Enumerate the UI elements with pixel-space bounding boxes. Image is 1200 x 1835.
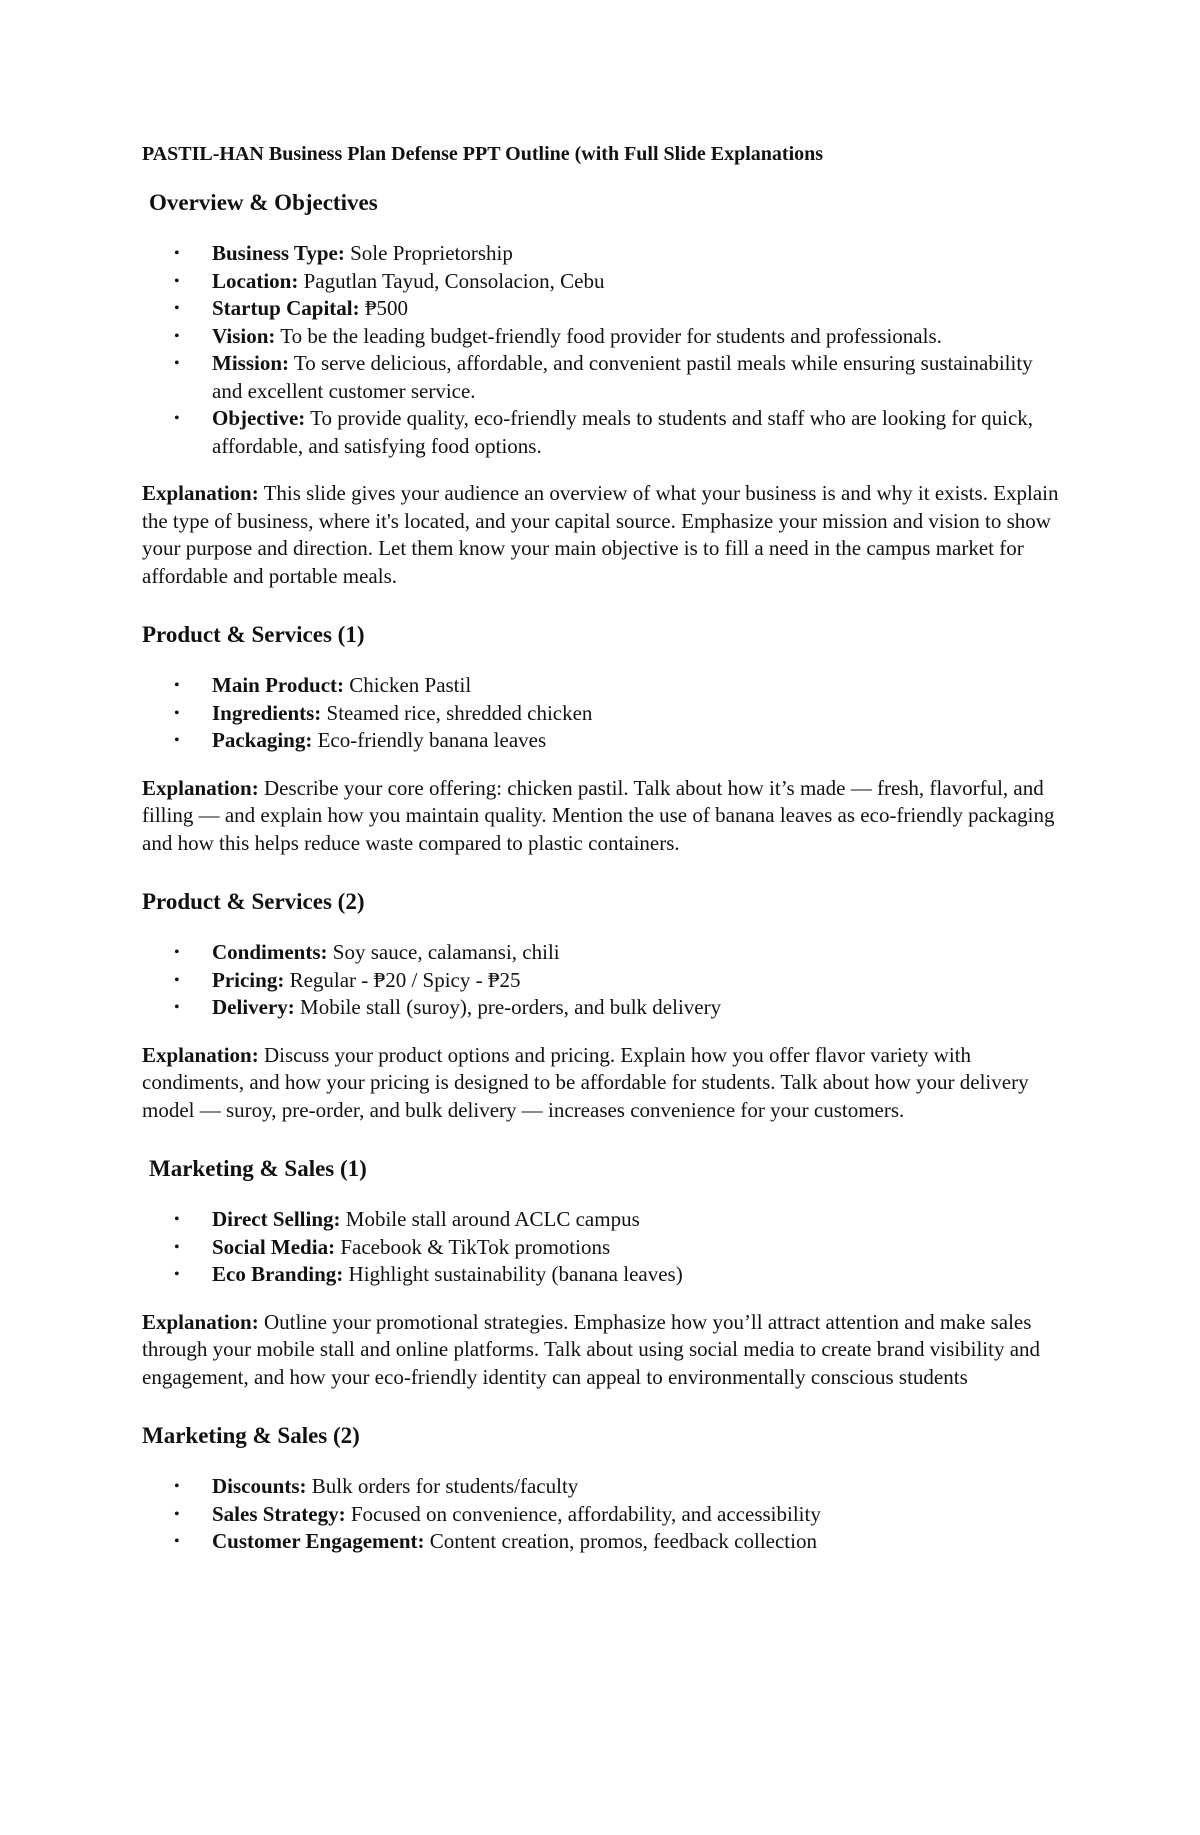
explanation-paragraph bbox=[142, 1042, 1062, 1125]
bullet-icon: • bbox=[174, 410, 180, 427]
item-text: To serve delicious, affordable, and convenient pastil meals while ensuring sustainability and excellent customer service. bbox=[212, 351, 1033, 403]
item-text: Sole Proprietorship bbox=[344, 241, 513, 265]
item-label: Pricing: bbox=[212, 967, 285, 992]
section-heading: Product & Services (1) bbox=[142, 622, 365, 647]
bullet-icon: • bbox=[174, 1505, 180, 1523]
bullet-icon: • bbox=[174, 327, 180, 345]
list-item bbox=[142, 240, 1062, 268]
list-item bbox=[142, 1528, 1062, 1556]
list-item bbox=[142, 295, 1062, 323]
item-label: Startup Capital: bbox=[212, 296, 360, 320]
item-label: Vision: bbox=[212, 323, 276, 348]
bullet-list bbox=[142, 1473, 1062, 1556]
section-heading: Marketing & Sales (2) bbox=[142, 1423, 360, 1448]
bullet-icon: • bbox=[174, 300, 180, 317]
list-item bbox=[142, 1206, 1062, 1234]
bullet-icon: • bbox=[174, 355, 180, 372]
list-item bbox=[142, 939, 1062, 967]
item-label: Social Media: bbox=[212, 1234, 336, 1259]
section-overview-objectives bbox=[142, 188, 1062, 590]
item-text: Mobile stall (suroy), pre-orders, and bulk delivery bbox=[294, 995, 722, 1019]
item-label: Discounts: bbox=[212, 1474, 307, 1498]
item-text: Chicken Pastil bbox=[344, 673, 472, 697]
item-label: Customer Engagement: bbox=[212, 1529, 425, 1553]
explanation-label: Explanation: bbox=[142, 775, 259, 800]
item-label: Business Type: bbox=[212, 241, 345, 265]
document-title: PASTIL-HAN Business Plan Defense PPT Outline (with Full Slide Explanations bbox=[142, 143, 824, 165]
bullet-icon: • bbox=[174, 1211, 180, 1228]
item-text: Highlight sustainability (banana leaves) bbox=[343, 1262, 683, 1286]
section-product-services-1 bbox=[142, 620, 1062, 857]
item-label: Direct Selling: bbox=[212, 1207, 341, 1231]
bullet-icon: • bbox=[174, 1266, 180, 1283]
section-marketing-sales-2 bbox=[142, 1421, 1062, 1556]
item-label: Location: bbox=[212, 268, 299, 293]
explanation-label: Explanation: bbox=[142, 1042, 259, 1067]
item-label: Eco Branding: bbox=[212, 1262, 344, 1286]
list-item bbox=[142, 350, 1062, 405]
item-label: Condiments: bbox=[212, 940, 328, 964]
section-heading: Marketing & Sales (1) bbox=[149, 1156, 367, 1181]
section-heading: Product & Services (2) bbox=[142, 889, 365, 914]
bullet-icon: • bbox=[174, 704, 180, 722]
item-label: Objective: bbox=[212, 406, 306, 430]
explanation-text: Discuss your product options and pricing. Explain how you offer flavor variety with condiments, and how your pricing is designed to be affordable for students. Talk about how your delivery model — suroy, pre-order, and bulk delivery — increases convenience for your customers. bbox=[142, 1042, 1029, 1122]
explanation-text: Describe your core offering: chicken pastil. Talk about how it’s made — fresh, flavorful, and filling — and explain how you maintain quality. Mention the use of banana leaves as eco-friendly packaging and how this helps reduce waste compared to plastic containers. bbox=[142, 775, 1055, 855]
item-text: Regular - ₱20 / Spicy - ₱25 bbox=[284, 967, 521, 992]
item-label: Main Product: bbox=[212, 673, 345, 697]
item-text: Pagutlan Tayud, Consolacion, Cebu bbox=[298, 268, 605, 293]
bullet-icon: • bbox=[174, 732, 180, 749]
item-label: Ingredients: bbox=[212, 700, 322, 725]
section-heading: Overview & Objectives bbox=[149, 190, 378, 215]
bullet-icon: • bbox=[174, 1238, 180, 1256]
list-item bbox=[142, 1261, 1062, 1289]
bullet-icon: • bbox=[174, 272, 180, 290]
explanation-paragraph bbox=[142, 775, 1062, 858]
explanation-label: Explanation: bbox=[142, 1309, 259, 1334]
bullet-icon: • bbox=[174, 245, 180, 262]
bullet-list bbox=[142, 240, 1062, 460]
explanation-text: Outline your promotional strategies. Emphasize how you’ll attract attention and make sales through your mobile stall and online platforms. Talk about using social media to create brand visibility and engagement, and how your eco-friendly identity can appeal to environmentally conscious students bbox=[142, 1309, 1041, 1389]
explanation-paragraph bbox=[142, 480, 1062, 590]
item-text: Content creation, promos, feedback collection bbox=[424, 1529, 817, 1553]
list-item bbox=[142, 700, 1062, 728]
document-page bbox=[142, 140, 1062, 1576]
item-label: Delivery: bbox=[212, 995, 295, 1019]
item-text: Soy sauce, calamansi, chili bbox=[327, 940, 560, 964]
item-text: Steamed rice, shredded chicken bbox=[321, 700, 593, 725]
list-item bbox=[142, 1234, 1062, 1262]
item-text: ₱500 bbox=[359, 296, 409, 320]
bullet-icon: • bbox=[174, 677, 180, 694]
list-item bbox=[142, 967, 1062, 995]
item-label: Packaging: bbox=[212, 728, 313, 752]
list-item bbox=[142, 268, 1062, 296]
list-item bbox=[142, 994, 1062, 1022]
item-label: Sales Strategy: bbox=[212, 1501, 346, 1526]
item-label: Mission: bbox=[212, 351, 290, 375]
bullet-icon: • bbox=[174, 1533, 180, 1550]
list-item bbox=[142, 323, 1062, 351]
list-item bbox=[142, 1473, 1062, 1501]
item-text: Mobile stall around ACLC campus bbox=[340, 1207, 640, 1231]
bullet-icon: • bbox=[174, 971, 180, 989]
item-text: To be the leading budget-friendly food provider for students and professionals. bbox=[275, 323, 942, 348]
list-item bbox=[142, 672, 1062, 700]
list-item bbox=[142, 405, 1062, 460]
bullet-icon: • bbox=[174, 999, 180, 1016]
explanation-label: Explanation: bbox=[142, 481, 259, 505]
explanation-paragraph bbox=[142, 1309, 1062, 1392]
item-text: Eco-friendly banana leaves bbox=[312, 728, 547, 752]
list-item bbox=[142, 727, 1062, 755]
item-text: Focused on convenience, affordability, and accessibility bbox=[345, 1501, 821, 1526]
bullet-icon: • bbox=[174, 944, 180, 961]
explanation-text: This slide gives your audience an overview of what your business is and why it exists. Explain the type of business, where it's located, and your capital source. Emphasize your mission and vision to show your purpose and direction. Let them know your main objective is to fill a need in the campus market for affordable and portable meals. bbox=[142, 481, 1059, 588]
bullet-list bbox=[142, 1206, 1062, 1289]
item-text: Facebook & TikTok promotions bbox=[335, 1234, 611, 1259]
section-product-services-2 bbox=[142, 887, 1062, 1124]
item-text: To provide quality, eco-friendly meals to students and staff who are looking for quick, affordable, and satisfying food options. bbox=[212, 406, 1034, 458]
bullet-list bbox=[142, 672, 1062, 755]
bullet-list bbox=[142, 939, 1062, 1022]
list-item bbox=[142, 1501, 1062, 1529]
item-text: Bulk orders for students/faculty bbox=[306, 1474, 579, 1498]
bullet-icon: • bbox=[174, 1478, 180, 1495]
section-marketing-sales-1 bbox=[142, 1154, 1062, 1391]
